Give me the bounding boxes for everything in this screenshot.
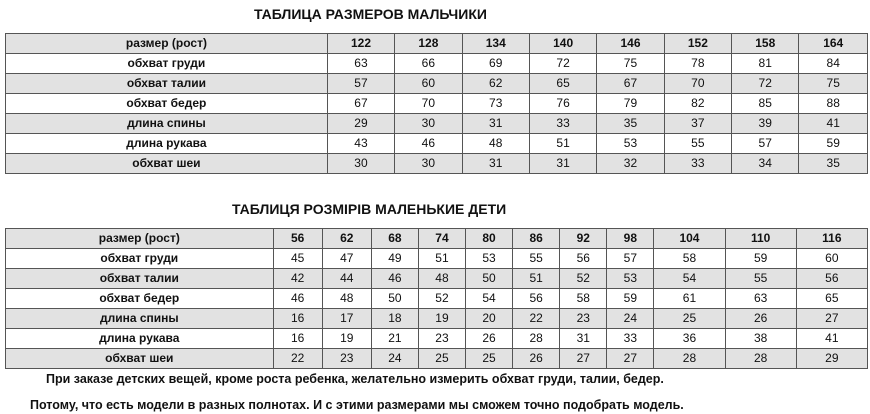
header-label: размер (рост) <box>6 229 274 249</box>
table-row <box>6 134 868 154</box>
size-header-cell: 158 <box>732 34 799 54</box>
measurement-cell: 59 <box>799 134 868 154</box>
measurement-cell: 25 <box>466 349 513 369</box>
measurement-cell: 46 <box>371 269 418 289</box>
measurement-cell: 19 <box>322 329 371 349</box>
measurement-cell: 50 <box>466 269 513 289</box>
measurement-cell: 30 <box>395 114 462 134</box>
size-header-cell: 128 <box>395 34 462 54</box>
measurement-cell: 45 <box>273 249 322 269</box>
row-label: длина спины <box>6 309 274 329</box>
measurement-cell: 25 <box>418 349 465 369</box>
measurement-cell: 82 <box>664 94 731 114</box>
measurement-cell: 49 <box>371 249 418 269</box>
measurement-cell: 59 <box>607 289 654 309</box>
measurement-cell: 20 <box>466 309 513 329</box>
table-row <box>6 114 868 134</box>
size-header-cell: 68 <box>371 229 418 249</box>
measurement-cell: 38 <box>725 329 796 349</box>
measurement-cell: 81 <box>732 54 799 74</box>
row-label: длина спины <box>6 114 328 134</box>
row-label: обхват талии <box>6 269 274 289</box>
measurement-cell: 63 <box>725 289 796 309</box>
measurement-cell: 46 <box>395 134 462 154</box>
size-header-cell: 146 <box>597 34 664 54</box>
measurement-cell: 51 <box>529 134 596 154</box>
fitting-note: Потому, что есть модели в разных полнотах. И с этими размерами мы сможем точно подобрать модель. <box>30 398 684 412</box>
measurement-cell: 30 <box>327 154 394 174</box>
measurement-cell: 33 <box>529 114 596 134</box>
boys-size-table <box>5 33 868 174</box>
measurement-cell: 53 <box>607 269 654 289</box>
measurement-cell: 25 <box>654 309 725 329</box>
measurement-cell: 31 <box>560 329 607 349</box>
measurement-cell: 59 <box>725 249 796 269</box>
measurement-cell: 16 <box>273 329 322 349</box>
measurement-cell: 27 <box>796 309 867 329</box>
measurement-cell: 60 <box>796 249 867 269</box>
measurement-cell: 27 <box>607 349 654 369</box>
row-label: обхват груди <box>6 54 328 74</box>
size-header-cell: 116 <box>796 229 867 249</box>
measurement-cell: 43 <box>327 134 394 154</box>
size-header-cell: 80 <box>466 229 513 249</box>
measurement-cell: 39 <box>732 114 799 134</box>
measurement-cell: 54 <box>466 289 513 309</box>
measurement-cell: 23 <box>322 349 371 369</box>
measurement-cell: 84 <box>799 54 868 74</box>
table-header-row <box>6 34 868 54</box>
measurement-cell: 57 <box>327 74 394 94</box>
row-label: обхват шеи <box>6 349 274 369</box>
measurement-cell: 76 <box>529 94 596 114</box>
measurement-cell: 37 <box>664 114 731 134</box>
table-row <box>6 289 868 309</box>
size-header-cell: 134 <box>462 34 529 54</box>
measurement-cell: 56 <box>796 269 867 289</box>
measurement-cell: 78 <box>664 54 731 74</box>
measurement-cell: 52 <box>560 269 607 289</box>
table-row <box>6 94 868 114</box>
measurement-cell: 41 <box>796 329 867 349</box>
measurement-cell: 29 <box>327 114 394 134</box>
table-row <box>6 329 868 349</box>
measurement-cell: 58 <box>654 249 725 269</box>
measurement-cell: 70 <box>664 74 731 94</box>
measurement-cell: 24 <box>607 309 654 329</box>
measurement-cell: 48 <box>322 289 371 309</box>
size-header-cell: 62 <box>322 229 371 249</box>
measurement-cell: 72 <box>732 74 799 94</box>
kids-size-table-title: ТАБЛИЦЯ РОЗМІРІВ МАЛЕНЬКИЕ ДЕТИ <box>232 201 507 217</box>
kids-size-table <box>5 228 868 369</box>
header-label: размер (рост) <box>6 34 328 54</box>
size-header-cell: 86 <box>513 229 560 249</box>
measurement-cell: 32 <box>597 154 664 174</box>
size-header-cell: 122 <box>327 34 394 54</box>
measurement-cell: 53 <box>597 134 664 154</box>
measurement-cell: 34 <box>732 154 799 174</box>
measurement-cell: 21 <box>371 329 418 349</box>
boys-size-table-title: ТАБЛИЦА РАЗМЕРОВ МАЛЬЧИКИ <box>254 6 487 22</box>
measurement-cell: 67 <box>597 74 664 94</box>
measurement-cell: 67 <box>327 94 394 114</box>
measurement-note: При заказе детских вещей, кроме роста ребенка, желательно измерить обхват груди, талии, бедер. <box>46 372 664 386</box>
measurement-cell: 27 <box>560 349 607 369</box>
table-row <box>6 269 868 289</box>
measurement-cell: 56 <box>513 289 560 309</box>
measurement-cell: 46 <box>273 289 322 309</box>
measurement-cell: 48 <box>418 269 465 289</box>
measurement-cell: 35 <box>597 114 664 134</box>
row-label: обхват бедер <box>6 94 328 114</box>
measurement-cell: 50 <box>371 289 418 309</box>
measurement-cell: 31 <box>462 114 529 134</box>
measurement-cell: 28 <box>725 349 796 369</box>
measurement-cell: 51 <box>418 249 465 269</box>
size-header-cell: 164 <box>799 34 868 54</box>
measurement-cell: 24 <box>371 349 418 369</box>
table-row <box>6 54 868 74</box>
measurement-cell: 63 <box>327 54 394 74</box>
table-row <box>6 249 868 269</box>
measurement-cell: 53 <box>466 249 513 269</box>
measurement-cell: 73 <box>462 94 529 114</box>
measurement-cell: 29 <box>796 349 867 369</box>
table-row <box>6 309 868 329</box>
measurement-cell: 70 <box>395 94 462 114</box>
size-header-cell: 140 <box>529 34 596 54</box>
row-label: длина рукава <box>6 134 328 154</box>
size-header-cell: 110 <box>725 229 796 249</box>
measurement-cell: 16 <box>273 309 322 329</box>
measurement-cell: 22 <box>513 309 560 329</box>
measurement-cell: 28 <box>513 329 560 349</box>
measurement-cell: 44 <box>322 269 371 289</box>
measurement-cell: 31 <box>529 154 596 174</box>
table-row <box>6 349 868 369</box>
measurement-cell: 54 <box>654 269 725 289</box>
measurement-cell: 30 <box>395 154 462 174</box>
measurement-cell: 22 <box>273 349 322 369</box>
measurement-cell: 26 <box>466 329 513 349</box>
measurement-cell: 33 <box>664 154 731 174</box>
measurement-cell: 60 <box>395 74 462 94</box>
measurement-cell: 62 <box>462 74 529 94</box>
measurement-cell: 48 <box>462 134 529 154</box>
measurement-cell: 23 <box>560 309 607 329</box>
measurement-cell: 28 <box>654 349 725 369</box>
measurement-cell: 18 <box>371 309 418 329</box>
measurement-cell: 52 <box>418 289 465 309</box>
measurement-cell: 41 <box>799 114 868 134</box>
measurement-cell: 75 <box>597 54 664 74</box>
size-header-cell: 98 <box>607 229 654 249</box>
measurement-cell: 55 <box>513 249 560 269</box>
measurement-cell: 55 <box>725 269 796 289</box>
measurement-cell: 69 <box>462 54 529 74</box>
measurement-cell: 55 <box>664 134 731 154</box>
measurement-cell: 36 <box>654 329 725 349</box>
measurement-cell: 47 <box>322 249 371 269</box>
measurement-cell: 33 <box>607 329 654 349</box>
row-label: обхват талии <box>6 74 328 94</box>
measurement-cell: 17 <box>322 309 371 329</box>
measurement-cell: 58 <box>560 289 607 309</box>
row-label: длина рукава <box>6 329 274 349</box>
table-header-row <box>6 229 868 249</box>
measurement-cell: 19 <box>418 309 465 329</box>
measurement-cell: 26 <box>725 309 796 329</box>
measurement-cell: 42 <box>273 269 322 289</box>
measurement-cell: 23 <box>418 329 465 349</box>
measurement-cell: 61 <box>654 289 725 309</box>
size-header-cell: 74 <box>418 229 465 249</box>
measurement-cell: 51 <box>513 269 560 289</box>
measurement-cell: 75 <box>799 74 868 94</box>
size-header-cell: 92 <box>560 229 607 249</box>
measurement-cell: 72 <box>529 54 596 74</box>
row-label: обхват шеи <box>6 154 328 174</box>
measurement-cell: 31 <box>462 154 529 174</box>
measurement-cell: 35 <box>799 154 868 174</box>
size-header-cell: 152 <box>664 34 731 54</box>
measurement-cell: 57 <box>607 249 654 269</box>
measurement-cell: 85 <box>732 94 799 114</box>
measurement-cell: 56 <box>560 249 607 269</box>
measurement-cell: 79 <box>597 94 664 114</box>
table-row <box>6 74 868 94</box>
row-label: обхват груди <box>6 249 274 269</box>
measurement-cell: 66 <box>395 54 462 74</box>
measurement-cell: 26 <box>513 349 560 369</box>
table-row <box>6 154 868 174</box>
row-label: обхват бедер <box>6 289 274 309</box>
measurement-cell: 65 <box>796 289 867 309</box>
size-header-cell: 56 <box>273 229 322 249</box>
measurement-cell: 88 <box>799 94 868 114</box>
size-header-cell: 104 <box>654 229 725 249</box>
measurement-cell: 57 <box>732 134 799 154</box>
measurement-cell: 65 <box>529 74 596 94</box>
